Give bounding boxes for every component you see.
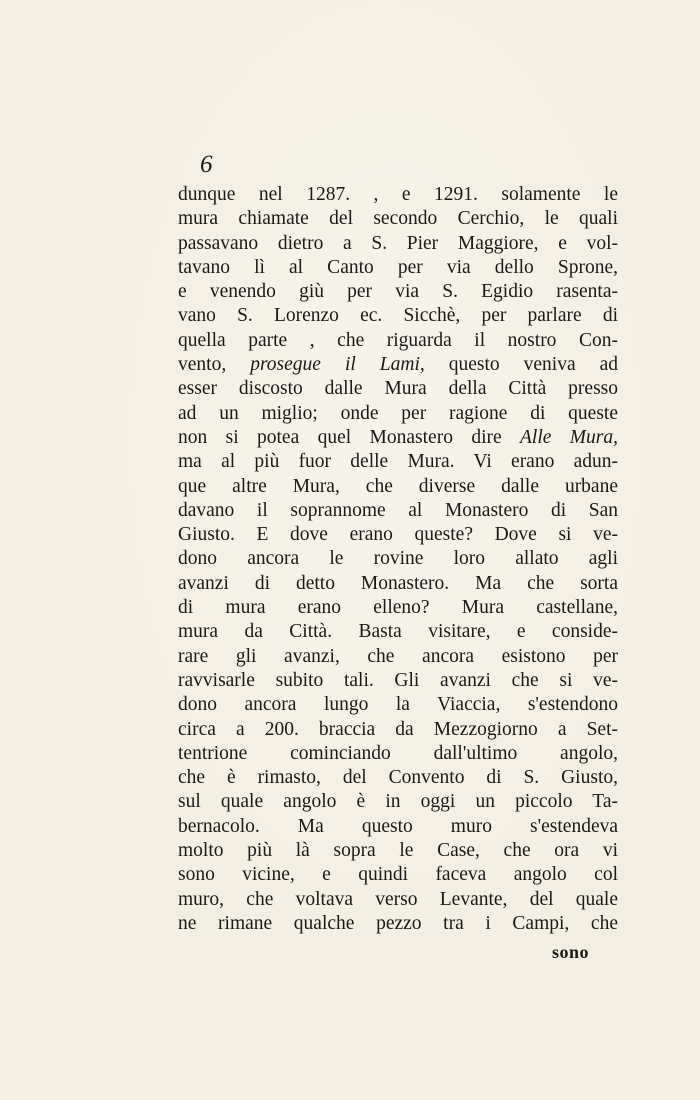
text-segment: , questo veniva ad xyxy=(419,354,618,376)
text-line xyxy=(178,718,618,742)
text-segment: ad un miglio; onde per ragione di queste xyxy=(178,402,618,424)
text-line xyxy=(178,353,618,377)
text-line xyxy=(178,499,618,523)
text-line xyxy=(178,256,618,280)
text-segment: dono ancora le rovine loro allato agli xyxy=(178,548,618,570)
text-segment: passavano dietro a S. Pier Maggiore, e vol- xyxy=(178,232,618,254)
text-segment: tentrione cominciando dall'ultimo angolo, xyxy=(178,742,618,764)
text-segment: Giusto. E dove erano queste? Dove si ve- xyxy=(178,524,618,546)
text-segment: , xyxy=(613,426,618,448)
body-text xyxy=(178,183,618,936)
text-segment: ne rimane qualche pezzo tra i Campi, che xyxy=(178,912,618,934)
text-segment: rare gli avanzi, che ancora esistono per xyxy=(178,645,618,667)
text-line xyxy=(178,912,618,936)
text-line xyxy=(178,645,618,669)
text-segment: di mura erano elleno? Mura castellane, xyxy=(178,597,618,619)
text-segment: sono vicine, e quindi faceva angolo col xyxy=(178,864,618,886)
text-line xyxy=(178,742,618,766)
text-line xyxy=(178,669,618,693)
text-line xyxy=(178,815,618,839)
text-line xyxy=(178,280,618,304)
text-segment: esser discosto dalle Mura della Città presso xyxy=(178,378,618,400)
text-line xyxy=(178,475,618,499)
text-line xyxy=(178,426,618,450)
text-segment: ravvisarle subito tali. Gli avanzi che si ve- xyxy=(178,669,618,691)
text-line xyxy=(178,547,618,571)
text-line xyxy=(178,304,618,328)
text-line xyxy=(178,839,618,863)
text-line xyxy=(178,402,618,426)
text-line xyxy=(178,450,618,474)
text-segment: bernacolo. Ma questo muro s'estendeva xyxy=(178,815,618,837)
text-segment: que altre Mura, che diverse dalle urbane xyxy=(178,475,618,497)
text-segment: avanzi di detto Monastero. Ma che sorta xyxy=(178,572,618,594)
text-line xyxy=(178,329,618,353)
text-line xyxy=(178,596,618,620)
text-segment: dono ancora lungo la Viaccia, s'estendono xyxy=(178,694,618,716)
text-segment: vento, xyxy=(178,354,251,376)
text-line xyxy=(178,183,618,207)
catchword: sono xyxy=(552,942,590,962)
text-segment: davano il soprannome al Monastero di San xyxy=(178,499,618,521)
text-line xyxy=(178,232,618,256)
text-segment: mura da Città. Basta visitare, e conside- xyxy=(178,621,618,643)
text-line xyxy=(178,377,618,401)
text-line xyxy=(178,863,618,887)
text-line xyxy=(178,693,618,717)
text-segment: mura chiamate del secondo Cerchio, le quali xyxy=(178,208,618,230)
text-line xyxy=(178,572,618,596)
text-segment: ma al più fuor delle Mura. Vi erano adun- xyxy=(178,451,618,473)
page-number: 6 xyxy=(200,151,213,178)
text-line xyxy=(178,620,618,644)
text-segment: dunque nel 1287. , e 1291. solamente le xyxy=(178,184,618,205)
text-segment: non si potea quel Monastero dire xyxy=(178,426,521,448)
text-line xyxy=(178,207,618,231)
text-segment: circa a 200. braccia da Mezzogiorno a Set- xyxy=(178,718,618,740)
text-segment: e venendo giù per via S. Egidio rasenta- xyxy=(178,281,618,303)
text-segment: vano S. Lorenzo ec. Sicchè, per parlare di xyxy=(178,305,618,327)
text-line xyxy=(178,766,618,790)
italic-text: prosegue il Lami xyxy=(250,354,420,376)
text-segment: muro, che voltava verso Levante, del quale xyxy=(178,888,618,910)
text-segment: che è rimasto, del Convento di S. Giusto, xyxy=(178,767,618,789)
text-line xyxy=(178,790,618,814)
text-line xyxy=(178,523,618,547)
text-segment: tavano lì al Canto per via dello Sprone, xyxy=(178,256,618,278)
italic-text: Alle Mura xyxy=(520,426,614,448)
text-segment: quella parte , che riguarda il nostro Con- xyxy=(178,329,618,351)
text-segment: sul quale angolo è in oggi un piccolo Ta- xyxy=(178,791,618,813)
text-line xyxy=(178,888,618,912)
text-segment: molto più là sopra le Case, che ora vi xyxy=(178,840,618,862)
